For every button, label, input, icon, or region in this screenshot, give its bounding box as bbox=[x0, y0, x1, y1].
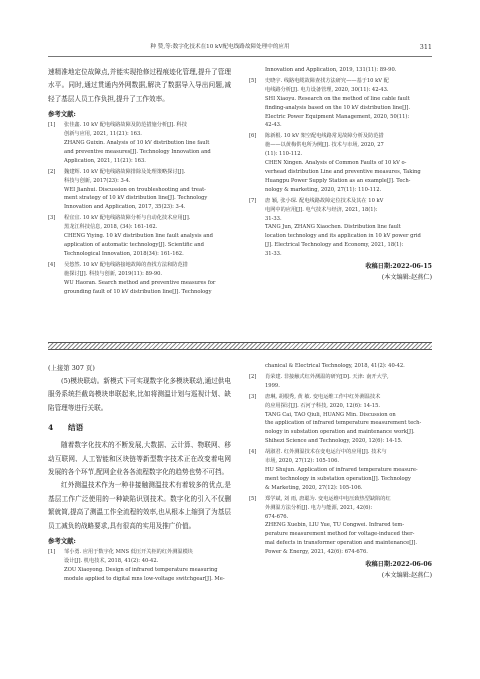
reference-line: 市场, 2020, 27(12): 105-106. bbox=[265, 458, 340, 465]
reference-line: 吴悠然. 10 kV 配电线路接地故障的查找方法和防范措 bbox=[64, 261, 188, 268]
reference-line: 设计[J]. 机电技术, 2018, 41(2): 40-42. bbox=[64, 557, 159, 564]
reference-line: grounding fault of 10 kV distribution line[J]. Technology bbox=[64, 288, 212, 295]
reference-line: 邹小勇. 应用于数字化 MNS 低压开关柜的红外测温模块 bbox=[64, 549, 193, 556]
reference-line: Huangpu Power Supply Station as an example[J]. Tech- bbox=[265, 177, 411, 184]
reference-line: 外测温方法分析[J]. 电力与能源, 2021, 42(6): bbox=[265, 504, 373, 511]
conclusion-paragraph-2: 红外测温技术作为一种非接触测温技术有着较多的优点,是基层工作广泛使用的一种缺陷识别技术。数字化的引入不仅删繁就简,提高了测温工作全流程的效率,也从根本上缩到了为基层员工减负的战略要求,具有很高的实用及推广价值。 bbox=[48, 481, 231, 530]
reference-number: [4] bbox=[249, 449, 257, 456]
reference-line: HU Shujun. Application of infrared temperature measure- bbox=[265, 466, 418, 473]
reference-line: 胡淑君. 红外测温技术在变电运行中的应用[J]. 技术与 bbox=[265, 449, 387, 456]
reference-number: [7] bbox=[249, 197, 257, 204]
received-date: 收稿日期:2022-06-15 bbox=[365, 263, 432, 271]
reference-line: Innovation and Application, 2019, 131(11): 89-90. bbox=[265, 67, 397, 73]
reference-line: ZHANG Guixin. Analysis of 10 kV distribution line fault bbox=[64, 140, 210, 147]
reference-line: 施探讨[J]. 科技与创新, 2019(11): 89-90. bbox=[64, 270, 163, 277]
references-title: 参考文献: bbox=[48, 110, 76, 119]
editor-note: (本文编辑:赵燕仁) bbox=[381, 572, 432, 580]
reference-item bbox=[249, 448, 432, 493]
reference-line: finding-analysis based on the 10 kV distribution line[J]. bbox=[265, 104, 410, 111]
reference-line: 郑学斌, 刘 雨, 唐聪为. 变电运维中电压致热型缺陷的红 bbox=[265, 495, 391, 502]
reference-line: & Marketing, 2020, 27(12): 105-106. bbox=[265, 484, 363, 491]
reference-line: Innovation and Application, 2017, 35(23): 3-4. bbox=[64, 204, 186, 211]
reference-line: 魏建辉. 10 kV 配电线路故障排除及处理策略探讨[J]. bbox=[64, 168, 186, 175]
section-heading bbox=[48, 421, 231, 435]
reference-line: Shihezi Science and Technology, 2020, 12(6): 14-15. bbox=[265, 438, 403, 445]
continued-note: (上接第 307 页) bbox=[48, 364, 95, 372]
reference-number: [1] bbox=[48, 549, 56, 556]
reference-list bbox=[249, 362, 432, 557]
reference-line: and preventive measures[J]. Technology Innovation and bbox=[64, 148, 211, 155]
page-number: 311 bbox=[419, 43, 432, 51]
reference-item bbox=[48, 261, 231, 297]
reference-item bbox=[48, 121, 231, 166]
reference-line: 创新与应用, 2021, 11(21): 163. bbox=[64, 131, 142, 138]
reference-line: application of automatic technology[J]. Scientific and bbox=[64, 242, 204, 248]
reference-line: 的应用探讨[J]. 石河子科技, 2020, 12(6): 14-15. bbox=[265, 402, 381, 409]
module-linkage-paragraph: (5)模块联动。新模式下可实现数字化多模块联动,通过供电服务系统拦截岛模块串联起来,比如将测温计划与巡视计划、缺陷管理等进行关联。 bbox=[48, 377, 231, 412]
reference-number: [4] bbox=[48, 261, 56, 268]
reference-line: Power & Energy, 2021, 42(6): 674-676. bbox=[265, 549, 368, 556]
reference-line: the application of infrared temperature measurement tech- bbox=[265, 420, 422, 427]
references-title: 参考文献: bbox=[48, 537, 76, 546]
reference-line: 施——以黄梅供电所为例[J]. 技术与市场, 2020, 27 bbox=[265, 142, 384, 149]
reference-line: Technological Innovation, 2018(34): 161-162. bbox=[64, 250, 184, 257]
reference-list bbox=[249, 66, 432, 259]
section-title: 结语 bbox=[68, 423, 84, 433]
reference-number: [3] bbox=[48, 215, 56, 222]
reference-item bbox=[249, 197, 432, 259]
reference-line: WEI Jianhui. Discussion on troubleshooting and treat- bbox=[64, 186, 206, 193]
bottom-right-column bbox=[249, 362, 432, 581]
reference-line: 电网中的应用[J]. 电气技术与经济, 2021, 18(1): bbox=[265, 206, 378, 213]
reference-number: [5] bbox=[249, 495, 257, 502]
reference-line: ment technology in substation operation[J]. Technology bbox=[265, 475, 411, 482]
reference-line: chanical & Electrical Technology, 2018, 41(2): 40-42. bbox=[265, 363, 405, 369]
running-title: 种 赞,等:数字化技术在10 kV配电线路故障处理中的应用 bbox=[150, 44, 290, 50]
reference-item bbox=[249, 393, 432, 446]
reference-line: module applied to digital mns low-voltage switchgear[J]. Me- bbox=[64, 575, 225, 582]
reference-list bbox=[48, 121, 231, 296]
reference-line: 唐琳, 胡根秀, 黄 敏. 变电运维工作中红外测温技术 bbox=[265, 393, 381, 400]
reference-line: 674-676. bbox=[265, 513, 289, 520]
reference-number: [5] bbox=[249, 77, 257, 84]
received-date: 收稿日期:2022-06-06 bbox=[365, 561, 432, 569]
reference-item bbox=[249, 362, 432, 371]
reference-line: Electric Power Equipment Management, 2020, 50(11): bbox=[265, 113, 410, 120]
editor-note: (本文编辑:赵燕仁) bbox=[381, 274, 432, 282]
reference-line: [J]. Electrical Technology and Economy, 2021, 18(1): bbox=[265, 242, 404, 249]
reference-line: Application, 2021, 11(21): 163. bbox=[64, 157, 146, 164]
reference-item bbox=[48, 548, 231, 584]
bottom-left-column bbox=[48, 362, 231, 586]
reference-line: 31-33. bbox=[265, 251, 282, 258]
page-header bbox=[48, 40, 432, 57]
reference-line: TANG Cai, TAO Qiuli, HUANG Min. Discussion on bbox=[265, 411, 396, 418]
top-left-column bbox=[48, 66, 231, 298]
reference-item bbox=[48, 168, 231, 213]
reference-line: ZHENG Xuebin, LIU Yue, TU Congwei. Infrared tem- bbox=[265, 522, 405, 529]
reference-line: 科技与创新, 2017(23): 3-4. bbox=[64, 177, 131, 184]
reference-line: 42-43. bbox=[265, 122, 282, 129]
reference-line: nology in substation operation and maintenance work[J]. bbox=[265, 429, 415, 436]
top-right-column bbox=[249, 66, 432, 283]
reference-line: CHENG Yiying. 10 kV distribution line fault analysis and bbox=[64, 233, 213, 240]
reference-line: 陈新根. 10 kV 架空配电线路常见故障分析及防范措 bbox=[265, 133, 384, 140]
reference-number: [3] bbox=[249, 393, 257, 400]
reference-item bbox=[249, 373, 432, 391]
reference-line: nology & marketing, 2020, 27(11): 110-112. bbox=[265, 186, 382, 193]
reference-line: CHEN Xingen. Analysis of Common Faults of 10 kV o- bbox=[265, 160, 407, 167]
reference-line: 31-33. bbox=[265, 215, 282, 222]
reference-line: WU Haoran. Search method and preventive measures for bbox=[64, 279, 216, 286]
reference-line: ment strategy of 10 kV distribution line[J]. Technology bbox=[64, 195, 208, 202]
reference-number: [1] bbox=[48, 122, 56, 129]
section-number: 4 bbox=[48, 423, 54, 433]
reference-number: [2] bbox=[48, 168, 56, 175]
reference-line: location technology and its application in 10 kV power grid bbox=[265, 233, 421, 240]
reference-line: 肖荣建. 非接触式红外测温的研究[D]. 天津: 南开大学, bbox=[265, 373, 389, 380]
reference-line: 电线路分析[J]. 电力设备管理, 2020, 30(11): 42-43. bbox=[265, 86, 389, 93]
reference-line: mal defects in transformer operation and maintenance[J]. bbox=[265, 540, 417, 547]
reference-line: verhead distribution Line and preventive measures, Taking bbox=[265, 168, 421, 175]
reference-line: 黑龙江科技信息, 2018, (34): 161-162. bbox=[64, 224, 158, 231]
reference-line: ZOU Xiaoyong. Design of infrared temperature measuring bbox=[64, 566, 218, 573]
reference-item bbox=[249, 132, 432, 194]
reference-number: [2] bbox=[249, 373, 257, 380]
reference-item bbox=[249, 77, 432, 130]
reference-line: 唐 颖, 张小琛. 配电线路故障定位技术及其在 10 kV bbox=[265, 197, 384, 204]
reference-line: 程宜宜. 10 kV 配电线路故障分析与自动化技术应用[J]. bbox=[64, 215, 191, 222]
article-divider bbox=[48, 342, 432, 350]
closing-paragraph: 速精准地定位故障点,并能实现抢修过程痕迹化管理,提升了管理水平。同时,通过贯通内外网数据,解决了数据导入导出问题,减轻了基层人员工作负担,提升了工作效率。 bbox=[48, 68, 231, 103]
reference-item bbox=[249, 495, 432, 557]
conclusion-paragraph-1: 随着数字化技术的不断发展,大数据、云计算、物联网、移动互联网、人工智能和区块链等新型数字技术正在改变着电网发展的各个环节,配网企业各各流程数字化的趋势也势不可挡。 bbox=[48, 441, 231, 477]
reference-line: TANG Jun, ZHANG Xiaochen. Distribution line fault bbox=[265, 224, 401, 231]
reference-line: SHI Xiaoyu. Research on the method of line cable fault bbox=[265, 95, 410, 102]
reference-line: (11): 110-112. bbox=[265, 151, 303, 158]
reference-line: 张佳鑫. 10 kV 配电线路故障及防范措施分析[J]. 科技 bbox=[64, 122, 187, 129]
reference-item bbox=[249, 66, 432, 75]
reference-list bbox=[48, 548, 231, 584]
reference-line: 1999. bbox=[265, 382, 280, 389]
reference-item bbox=[48, 214, 231, 259]
reference-line: perature measurement method for voltage-induced ther- bbox=[265, 531, 415, 538]
reference-line: 史晓宇. 线路电缆故障查找方法研究——基于10 kV 配 bbox=[265, 77, 389, 84]
reference-number: [6] bbox=[249, 133, 257, 140]
